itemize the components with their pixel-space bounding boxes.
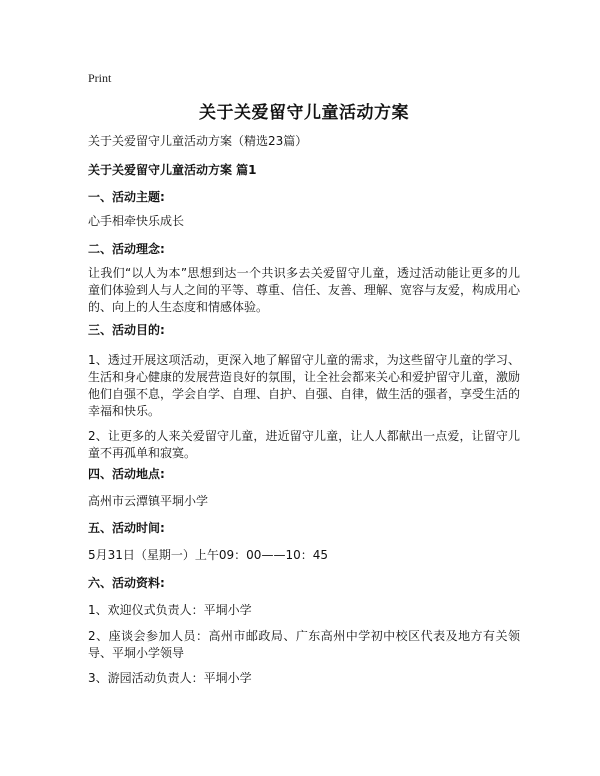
- material-item-3: 3、游园活动负责人：平垌小学: [88, 671, 252, 685]
- material-item-1: 1、欢迎仪式负责人：平垌小学: [88, 603, 252, 617]
- heading-time: 五、活动时间:: [88, 521, 165, 535]
- purpose-item-2: 2、让更多的人来关爱留守儿童，进近留守儿童，让人人都献出一点爱，让留守儿童不再孤单和寂寞。: [88, 429, 520, 460]
- section-title: 关于关爱留守儿童活动方案 篇1: [88, 163, 257, 177]
- material-item-2: 2、座谈会参加人员：高州市邮政局、广东高州中学初中校区代表及地方有关领导、平垌小学领导: [88, 629, 520, 660]
- heading-purpose: 三、活动目的:: [88, 323, 165, 337]
- document-title: 关于关爱留守儿童活动方案: [199, 103, 409, 123]
- heading-concept: 二、活动理念:: [88, 242, 165, 256]
- purpose-item-1: 1、透过开展这项活动，更深入地了解留守儿童的需求，为这些留守儿童的学习、生活和身心健康的发展营造良好的氛围，让全社会都来关心和爱护留守儿童，激励他们自强不息，学会自学、自理、自护、自强、自律，做生活的强者，享受生活的幸福和快乐。: [88, 353, 521, 418]
- time-text: 5月31日（星期一）上午09：00——10：45: [88, 548, 328, 562]
- heading-theme: 一、活动主题:: [88, 190, 165, 204]
- theme-text: 心手相牵快乐成长: [88, 214, 185, 228]
- print-label: Print: [88, 71, 112, 85]
- document-subtitle: 关于关爱留守儿童活动方案（精选23篇）: [88, 134, 308, 148]
- heading-location: 四、活动地点:: [88, 467, 165, 481]
- concept-text: 让我们“以人为本”思想到达一个共识多去关爱留守儿童，透过活动能让更多的儿童们体验到人与人之间的平等、尊重、信任、友善、理解、宽容与友爱，构成用心的、向上的人生态度和情感体验。: [88, 266, 521, 314]
- location-text: 高州市云潭镇平垌小学: [88, 494, 209, 508]
- heading-materials: 六、活动资料:: [88, 576, 165, 590]
